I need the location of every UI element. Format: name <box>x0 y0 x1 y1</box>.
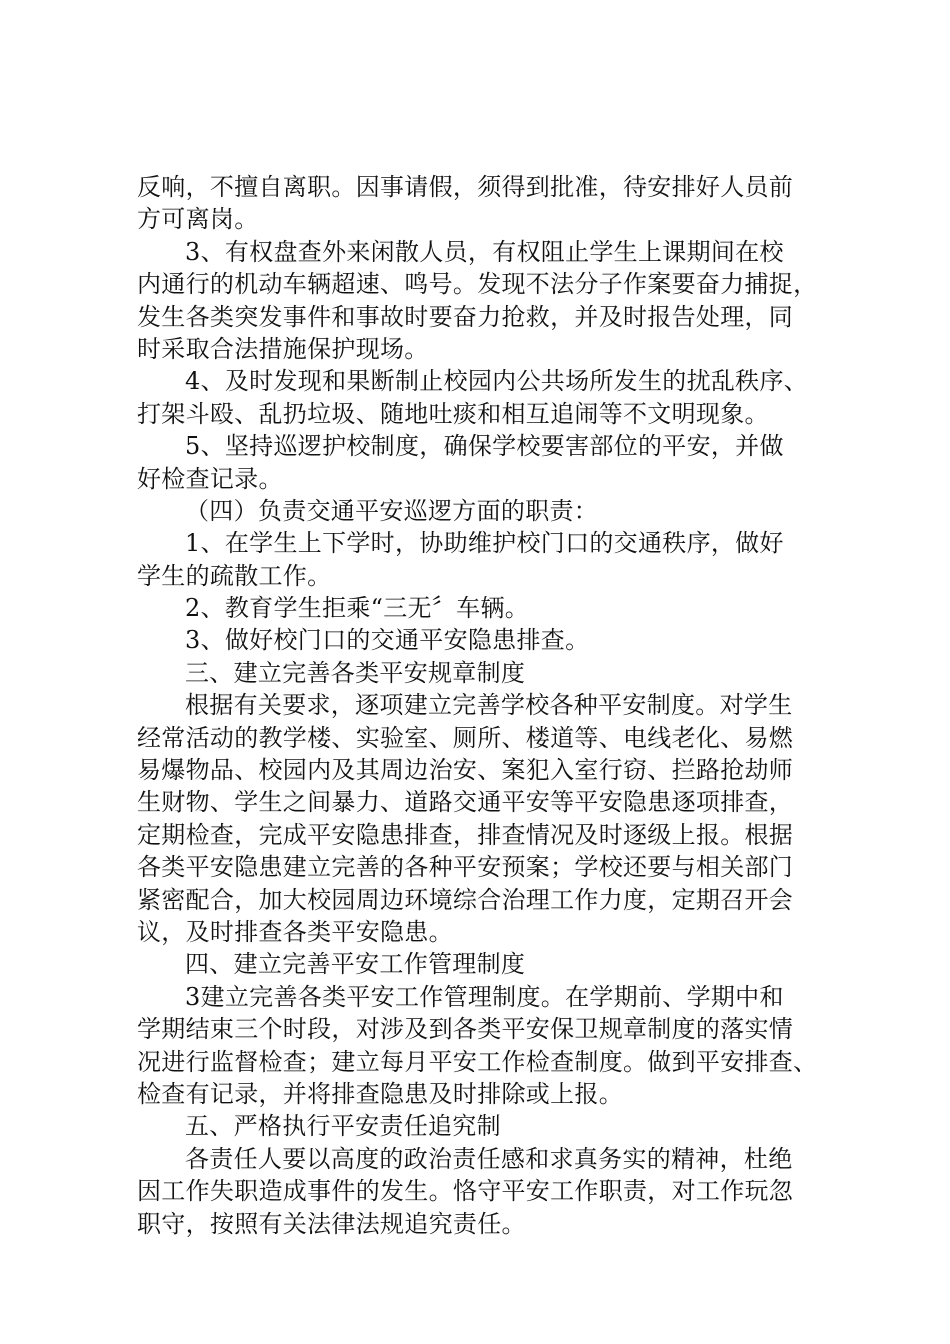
section-heading: 五、严格执行平安责任追究制 <box>185 1112 501 1141</box>
text-line: 检查有记录，并将排查隐患及时排除或上报。 <box>137 1079 623 1108</box>
text-line: 定期检查，完成平安隐患排查，排查情况及时逐级上报。根据 <box>137 820 794 849</box>
text-line: 方可离岗。 <box>137 205 259 234</box>
paragraph-start-line: 5、坚持巡逻护校制度，确保学校要害部位的平安，并做 <box>185 432 784 461</box>
text-line: 职守，按照有关法律法规追究责任。 <box>137 1209 526 1238</box>
text-line: 好检查记录。 <box>137 464 283 493</box>
document-body <box>137 171 837 1240</box>
paragraph-start-line: 1、在学生上下学时，协助维护校门口的交通秩序，做好 <box>185 529 784 558</box>
text-line: 经常活动的教学楼、实验室、厕所、楼道等、电线老化、易燃 <box>137 723 794 752</box>
paragraph-start-line: 3、有权盘查外来闲散人员，有权阻止学生上课期间在校 <box>185 237 784 266</box>
paragraph-start-line: 3、做好校门口的交通平安隐患排查。 <box>185 626 590 655</box>
text-line: 因工作失职造成事件的发生。恪守平安工作职责，对工作玩忽 <box>137 1177 794 1206</box>
section-heading: （四）负责交通平安巡逻方面的职责： <box>185 496 599 525</box>
text-line: 内通行的机动车辆超速、鸣号。发现不法分子作案要奋力捕捉， <box>137 270 818 299</box>
text-line: 打架斗殴、乱扔垃圾、随地吐痰和相互追闹等不文明现象。 <box>137 399 769 428</box>
section-heading: 四、建立完善平安工作管理制度 <box>185 950 526 979</box>
text-line: 反响，不擅自离职。因事请假，须得到批准，待安排好人员前 <box>137 173 794 201</box>
text-line: 学生的疏散工作。 <box>137 561 332 590</box>
section-heading: 三、建立完善各类平安规章制度 <box>185 658 526 687</box>
text-line: 议，及时排查各类平安隐患。 <box>137 917 453 946</box>
text-line: 易爆物品、校园内及其周边治安、案犯入室行窃、拦路抢劫师 <box>137 756 794 785</box>
paragraph-start-line: 4、及时发现和果断制止校园内公共场所发生的扰乱秩序、 <box>185 367 809 396</box>
text-line: 各类平安隐患建立完善的各种平安预案；学校还要与相关部门 <box>137 853 794 882</box>
paragraph-start-line: 2、教育学生拒乘“三无〞车辆。 <box>185 594 530 623</box>
text-line: 紧密配合，加大校园周边环境综合治理工作力度，定期召开会 <box>137 885 794 914</box>
paragraph-start-line: 根据有关要求，逐项建立完善学校各种平安制度。对学生 <box>185 691 793 720</box>
text-line: 况进行监督检查；建立每月平安工作检查制度。做到平安排查、 <box>137 1047 818 1076</box>
text-line: 发生各类突发事件和事故时要奋力抢救，并及时报告处理，同 <box>137 302 794 331</box>
paragraph-start-line: 各责任人要以高度的政治责任感和求真务实的精神，杜绝 <box>185 1144 793 1173</box>
text-line: 生财物、学生之间暴力、道路交通平安等平安隐患逐项排查， <box>137 788 794 817</box>
text-line: 时采取合法措施保护现场。 <box>137 334 429 363</box>
paragraph-start-line: 3建立完善各类平安工作管理制度。在学期前、学期中和 <box>185 982 784 1011</box>
text-line: 学期结束三个时段，对涉及到各类平安保卫规章制度的落实情 <box>137 1015 794 1044</box>
